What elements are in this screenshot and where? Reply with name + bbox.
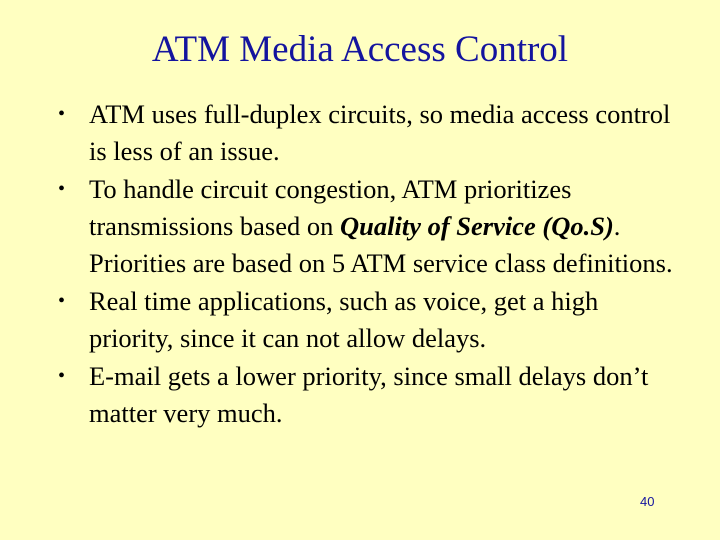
page-number: 40 [640, 494, 655, 509]
bullet-text: E-mail gets a lower priority, since small delays don’t matter very much. [89, 361, 649, 428]
qos-term: Quality of Service (Qo.S) [340, 211, 614, 241]
bullet-item-email [58, 358, 678, 432]
bullet-dot: • [58, 365, 66, 387]
bullet-dot: • [58, 103, 66, 125]
bullet-item-qos [58, 171, 678, 282]
bullet-text-suffix: . Priorities are based on 5 ATM service class definitions. [89, 211, 673, 278]
bullet-item-real-time [58, 283, 678, 357]
bullet-text-prefix: To handle circuit congestion, ATM prioritizes transmissions based on [89, 174, 572, 241]
bullet-item-full-duplex [58, 96, 678, 170]
slide-title: ATM Media Access Control [151, 29, 569, 70]
bullet-text: ATM uses full-duplex circuits, so media access control is less of an issue. [89, 99, 671, 166]
bullet-list [58, 96, 678, 433]
bullet-dot: • [58, 290, 66, 312]
bullet-dot: • [58, 178, 66, 200]
bullet-text: Real time applications, such as voice, get a high priority, since it can not allow delays. [89, 286, 599, 353]
